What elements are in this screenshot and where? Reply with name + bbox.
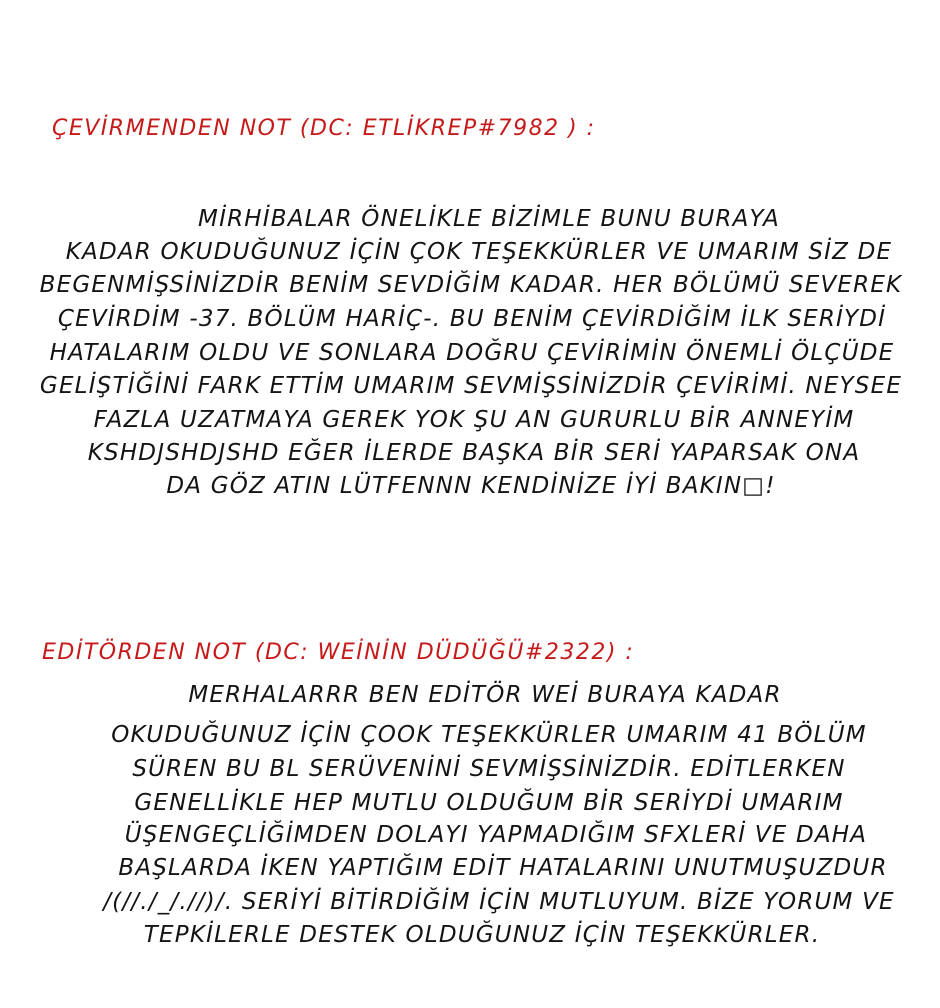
editor-note-line: OKUDUĞUNUZ İÇİN ÇOOK TEŞEKKÜRLER UMARIM 41 BÖLÜM <box>111 722 867 748</box>
translator-note-line: FAZLA UZATMAYA GEREK YOK ŞU AN GURURLU BİR ANNEYİM <box>93 407 855 433</box>
editor-note-line: ÜŞENGEÇLİĞİMDEN DOLAYI YAPMADIĞIM SFXLERİ VE DAHA <box>124 822 868 848</box>
editor-note-line: GENELLİKLE HEP MUTLU OLDUĞUM BİR SERİYDİ UMARIM <box>134 790 844 816</box>
editor-note-heading: EDİTÖRDEN NOT (DC: WEİNİN DÜDÜĞÜ#2322) : <box>42 640 635 665</box>
translator-note-line: DA GÖZ ATIN LÜTFENNN KENDİNİZE İYİ BAKIN□! <box>166 473 776 499</box>
translator-note-heading: ÇEVİRMENDEN NOT (DC: ETLİKREP#7982 ) : <box>52 116 596 141</box>
translator-note-line: ÇEVİRDİM -37. BÖLÜM HARİÇ-. BU BENİM ÇEVİRDİĞİM İLK SERİYDİ <box>57 306 887 332</box>
translator-note-line: KADAR OKUDUĞUNUZ İÇİN ÇOK TEŞEKKÜRLER VE UMARIM SİZ DE <box>65 239 893 265</box>
editor-note-line: MERHALARRR BEN EDİTÖR WEİ BURAYA KADAR <box>188 682 782 708</box>
translator-note-line: HATALARIM OLDU VE SONLARA DOĞRU ÇEVİRİMİN ÖNEMLİ ÖLÇÜDE <box>49 340 895 366</box>
editor-note-line: SÜREN BU BL SERÜVENİNİ SEVMİŞSİNİZDİR. EDİTLERKEN <box>132 756 846 782</box>
translator-note-line: GELİŞTİĞİNİ FARK ETTİM UMARIM SEVMİŞSİNİZDİR ÇEVİRİMİ. NEYSEE <box>39 373 903 399</box>
translator-note-line: BEGENMİŞSİNİZDİR BENİM SEVDİĞİM KADAR. HER BÖLÜMÜ SEVEREK <box>39 272 903 298</box>
editor-note-line: BAŞLARDA İKEN YAPTIĞIM EDİT HATALARINI UNUTMUŞUZDUR <box>118 855 888 881</box>
editor-note-line: TEPKİLERLE DESTEK OLDUĞUNUZ İÇİN TEŞEKKÜRLER. <box>143 922 821 948</box>
translator-note-line: KSHDJSHDJSHD EĞER İLERDE BAŞKA BİR SERİ YAPARSAK ONA <box>87 440 861 466</box>
editor-note-line: /(//./_/.//)/. SERİYİ BİTİRDİĞİM İÇİN MUTLUYUM. BİZE YORUM VE <box>103 889 895 915</box>
translator-note-line: MİRHİBALAR ÖNELİKLE BİZİMLE BUNU BURAYA <box>198 206 780 232</box>
